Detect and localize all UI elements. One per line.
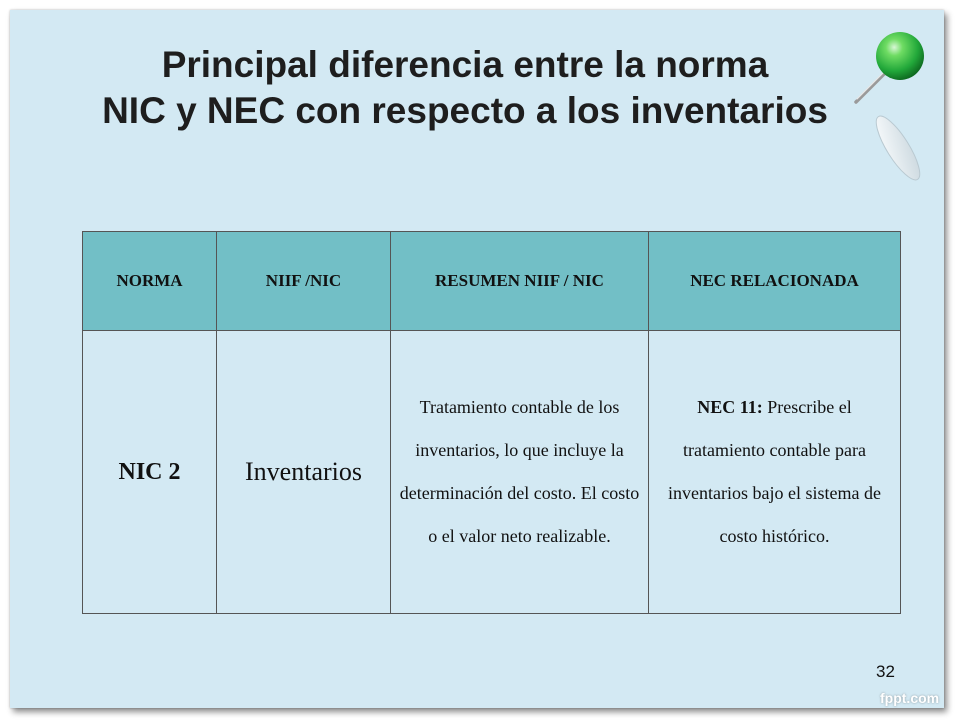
header-nec-relacionada: NEC RELACIONADA: [649, 232, 901, 331]
table-header-row: [83, 232, 901, 331]
header-niif-nic: NIIF /NIC: [217, 232, 391, 331]
nec-label: NEC 11:: [697, 397, 763, 417]
cell-nec-relacionada: [649, 331, 901, 614]
title-line-1: Principal diferencia entre la norma: [161, 44, 769, 85]
nec-description: Prescribe el tratamiento contable para inventarios bajo el sistema de costo histórico.: [668, 397, 881, 546]
table-row: [83, 331, 901, 614]
slide-title: [0, 42, 930, 134]
title-line-2: NIC y NEC con respecto a los inventarios: [102, 90, 828, 131]
header-norma: NORMA: [83, 232, 217, 331]
cell-norma: NIC 2: [83, 331, 217, 614]
norm-comparison-table: [82, 231, 901, 614]
push-pin-icon: [838, 20, 938, 195]
cell-resumen: Tratamiento contable de los inventarios, lo que incluye la determinación del costo. El costo o el valor neto realizable.: [391, 331, 649, 614]
cell-niif-nic: Inventarios: [217, 331, 391, 614]
watermark: fppt.com: [880, 690, 940, 706]
page-number: 32: [876, 662, 895, 681]
header-resumen: RESUMEN NIIF / NIC: [391, 232, 649, 331]
